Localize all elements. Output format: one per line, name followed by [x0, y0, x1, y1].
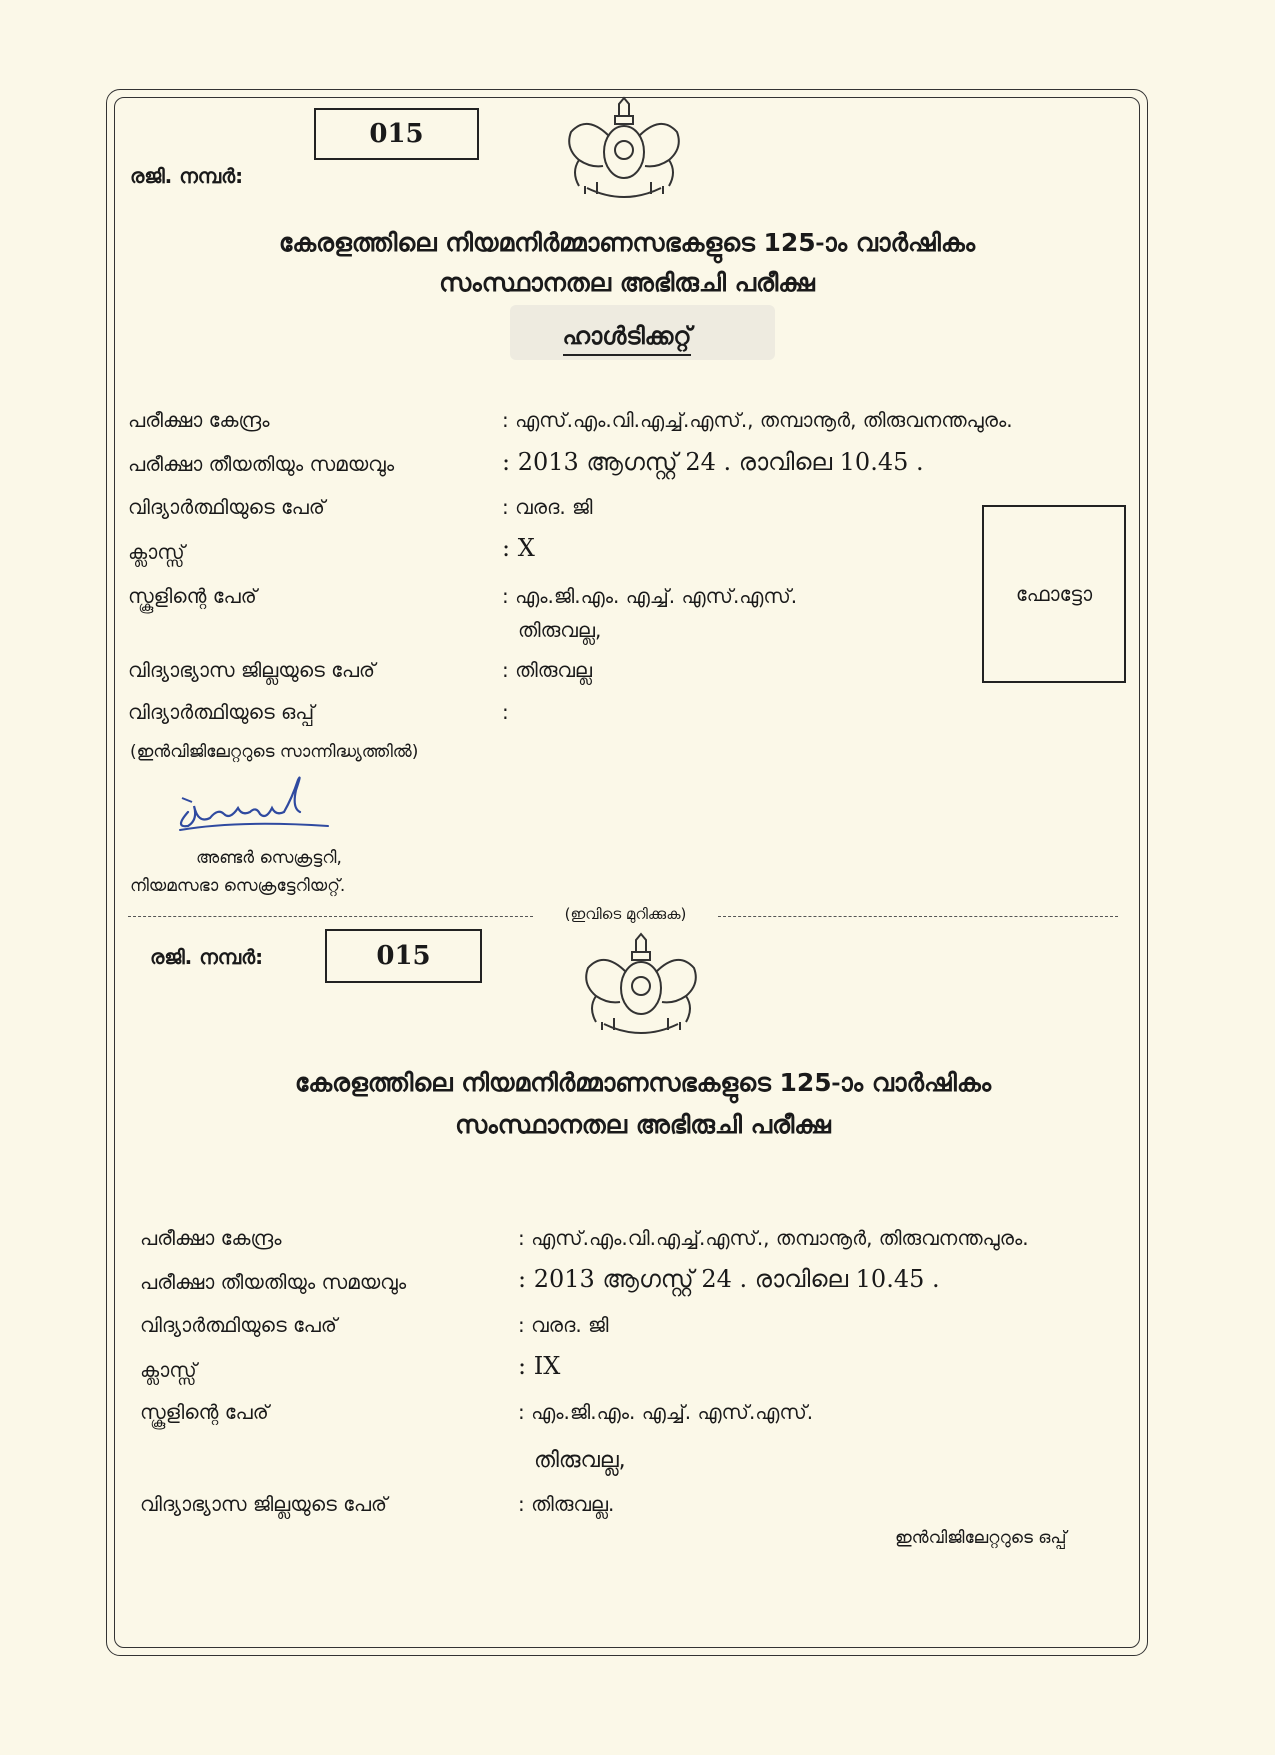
- field-label-centre-bottom: പരീക്ഷാ കേന്ദ്രം: [140, 1226, 282, 1250]
- cut-line-left: [128, 916, 533, 917]
- field-value-class-bottom: [518, 1352, 560, 1380]
- class-text: : X: [502, 534, 535, 562]
- cut-line-right: [718, 916, 1118, 917]
- field-label-school: സ്കൂളിന്റെ പേര്: [128, 584, 257, 608]
- field-label-date-time-bottom: പരീക്ഷാ തീയതിയും സമയവും: [140, 1270, 407, 1294]
- reg-number-box: 015: [314, 108, 479, 160]
- field-label-student-name-bottom: വിദ്യാർത്ഥിയുടെ പേര്: [140, 1313, 337, 1337]
- field-value-district: : തിരുവല്ല: [502, 658, 593, 682]
- cut-here-label: (ഇവിടെ മുറിക്കുക): [564, 905, 687, 923]
- field-value-school: : എം.ജി.എം. എച്ച്. എസ്.എസ്.: [502, 584, 798, 608]
- heading-line-2-bottom: സംസ്ഥാനതല അഭിരുചി പരീക്ഷ: [455, 1110, 831, 1139]
- cut-line: [128, 905, 1118, 929]
- field-label-centre: പരീക്ഷാ കേന്ദ്രം: [128, 408, 270, 432]
- date-time-text-bottom: : 2013 ആഗസ്റ്റ് 24 . രാവിലെ 10.45 .: [518, 1265, 940, 1293]
- reg-label-bottom: രജി. നമ്പർ:: [150, 945, 264, 969]
- invigilator-presence-note: (ഇൻവിജിലേറ്ററുടെ സാന്നിദ്ധ്യത്തിൽ): [130, 742, 419, 762]
- field-value-student-signature: :: [502, 700, 509, 724]
- field-value-school-bottom: : എം.ജി.എം. എച്ച്. എസ്.എസ്.: [518, 1400, 814, 1424]
- heading-line-2: സംസ്ഥാനതല അഭിരുചി പരീക്ഷ: [439, 268, 815, 297]
- date-time-text: : 2013 ആഗസ്റ്റ് 24 . രാവിലെ 10.45 .: [502, 448, 924, 476]
- field-label-student-name: വിദ്യാർത്ഥിയുടെ പേര്: [128, 495, 325, 519]
- signature-mark: [168, 768, 338, 840]
- reg-label: രജി. നമ്പർ:: [130, 164, 244, 188]
- signatory-office: നിയമസഭാ സെക്രട്ടേറിയറ്റ്.: [130, 876, 346, 896]
- hallticket-title: [114, 322, 1140, 350]
- field-value-date-time-bottom: [518, 1265, 940, 1293]
- field-value-centre-bottom: : എസ്.എം.വി.എച്ച്.എസ്., തമ്പാനൂർ, തിരുവനന്തപുരം.: [518, 1226, 1029, 1250]
- hallticket-title-text: ഹാൾടിക്കറ്റ്: [563, 322, 692, 356]
- photo-box: [982, 505, 1126, 683]
- field-value-class: [502, 534, 535, 562]
- signatory-designation: അണ്ടർ സെക്രട്ടറി,: [196, 848, 342, 868]
- class-text-bottom: : IX: [518, 1352, 561, 1380]
- heading-line-1: കേരളത്തിലെ നിയമനിർമ്മാണസഭകളുടെ 125-ാം വാർഷികം: [278, 228, 976, 257]
- heading-line-1-bottom: കേരളത്തിലെ നിയമനിർമ്മാണസഭകളുടെ 125-ാം വാർഷികം: [294, 1068, 992, 1097]
- reg-number-box-bottom: 015: [325, 929, 482, 983]
- state-emblem-icon: [557, 96, 692, 200]
- state-emblem-icon-bottom: [574, 932, 709, 1036]
- field-value-date-time: [502, 448, 924, 476]
- field-label-district: വിദ്യാഭ്യാസ ജില്ലയുടെ പേര്: [128, 658, 376, 682]
- field-label-student-signature: വിദ്യാർത്ഥിയുടെ ഒപ്പ്: [128, 700, 315, 724]
- field-value-student-name-bottom: : വരദ. ജി: [518, 1313, 609, 1337]
- photo-label: ഫോട്ടോ: [1015, 582, 1093, 606]
- field-label-class-bottom: ക്ലാസ്സ്: [140, 1358, 197, 1382]
- field-label-class: ക്ലാസ്സ്: [128, 540, 185, 564]
- field-value-school-line2-bottom: തിരുവല്ല,: [534, 1448, 626, 1473]
- field-value-centre: : എസ്.എം.വി.എച്ച്.എസ്., തമ്പാനൂർ, തിരുവനന്തപുരം.: [502, 408, 1013, 432]
- invigilator-signature-label: ഇൻവിജിലേറ്ററുടെ ഒപ്പ്: [895, 1528, 1067, 1548]
- field-label-district-bottom: വിദ്യാഭ്യാസ ജില്ലയുടെ പേര്: [140, 1492, 388, 1516]
- field-value-school-line2: തിരുവല്ല,: [518, 618, 602, 642]
- field-value-student-name: : വരദ. ജി: [502, 495, 593, 519]
- field-value-district-bottom: : തിരുവല്ല.: [518, 1492, 615, 1516]
- field-label-date-time: പരീക്ഷാ തീയതിയും സമയവും: [128, 452, 395, 476]
- field-label-school-bottom: സ്കൂളിന്റെ പേര്: [140, 1400, 269, 1424]
